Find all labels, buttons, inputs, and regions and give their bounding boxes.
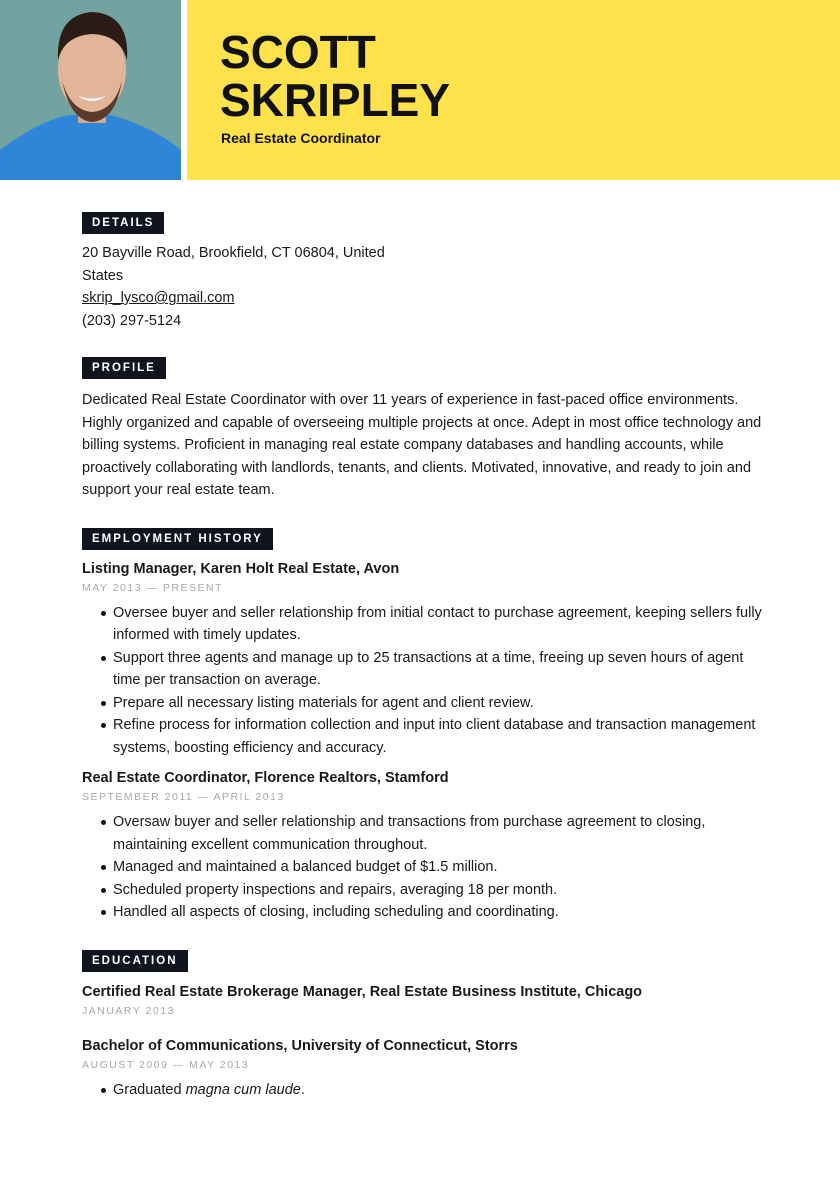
profile-section bbox=[82, 357, 772, 502]
profile-photo bbox=[0, 0, 181, 180]
section-heading: DETAILS bbox=[82, 212, 164, 234]
education-heading: Bachelor of Communications, University of Connecticut, Storrs bbox=[82, 1037, 518, 1054]
education-section bbox=[82, 950, 772, 1102]
full-name bbox=[220, 28, 450, 124]
header-banner bbox=[187, 0, 840, 180]
section-heading: EMPLOYMENT HISTORY bbox=[82, 528, 273, 550]
bullet-text: Graduated bbox=[113, 1081, 186, 1098]
job-entry bbox=[82, 767, 772, 924]
address-line: 20 Bayville Road, Brookfield, CT 06804, United bbox=[82, 245, 385, 261]
resume-body bbox=[82, 212, 772, 1101]
bullet-text: . bbox=[300, 1081, 305, 1098]
job-heading: Real Estate Coordinator, Florence Realtors, Stamford bbox=[82, 770, 449, 786]
job-dates: SEPTEMBER 2011 — APRIL 2013 bbox=[82, 791, 285, 803]
job-title: Real Estate Coordinator bbox=[221, 130, 381, 146]
section-heading: PROFILE bbox=[82, 357, 166, 379]
list-item: Refine process for information collection and input into client database and transaction management systems, boosting efficiency and accuracy. bbox=[113, 714, 772, 759]
education-entry bbox=[82, 1035, 772, 1102]
address-line: States bbox=[82, 267, 124, 284]
job-heading: Listing Manager, Karen Holt Real Estate, Avon bbox=[82, 560, 400, 577]
list-item: Oversaw buyer and seller relationship and transactions from purchase agreement to closing, maintaining excellent communication throughout. bbox=[113, 811, 772, 856]
last-name: SKRIPLEY bbox=[220, 74, 451, 126]
list-item bbox=[113, 1079, 772, 1102]
section-heading: EDUCATION bbox=[82, 950, 188, 972]
list-item: Handled all aspects of closing, including scheduling and coordinating. bbox=[113, 901, 772, 924]
profile-text: Dedicated Real Estate Coordinator with over 11 years of experience in fast-paced office environments. Highly organized and capable of overseeing multiple projects at once. Adept in most office technology and billing systems. Proficient in managing real estate company databases and handling accounts, while proactively collaborating with landlords, tenants, and clients. Motivated, innovative, and ready to join and support your real estate team. bbox=[82, 392, 762, 498]
employment-section bbox=[82, 528, 772, 924]
education-dates: AUGUST 2009 — MAY 2013 bbox=[82, 1058, 250, 1071]
bullet-italic: magna cum laude bbox=[185, 1081, 301, 1098]
job-entry bbox=[82, 558, 772, 760]
education-dates: JANUARY 2013 bbox=[82, 1004, 175, 1017]
list-item: Prepare all necessary listing materials for agent and client review. bbox=[113, 692, 772, 715]
education-heading: Certified Real Estate Brokerage Manager, Real Estate Business Institute, Chicago bbox=[82, 983, 643, 1000]
phone: (203) 297-5124 bbox=[82, 312, 182, 329]
first-name: SCOTT bbox=[220, 26, 376, 78]
education-entry bbox=[82, 981, 772, 1019]
list-item: Oversee buyer and seller relationship from initial contact to purchase agreement, keeping sellers fully informed with timely updates. bbox=[113, 602, 772, 647]
list-item: Managed and maintained a balanced budget of $1.5 million. bbox=[113, 856, 772, 879]
details-section bbox=[82, 212, 772, 332]
list-item: Scheduled property inspections and repairs, averaging 18 per month. bbox=[113, 879, 772, 902]
list-item: Support three agents and manage up to 25 transactions at a time, freeing up seven hours of agent time per transaction on average. bbox=[113, 647, 772, 692]
email-link[interactable]: skrip_lysco@gmail.com bbox=[82, 290, 235, 306]
job-dates: MAY 2013 — PRESENT bbox=[82, 581, 223, 594]
